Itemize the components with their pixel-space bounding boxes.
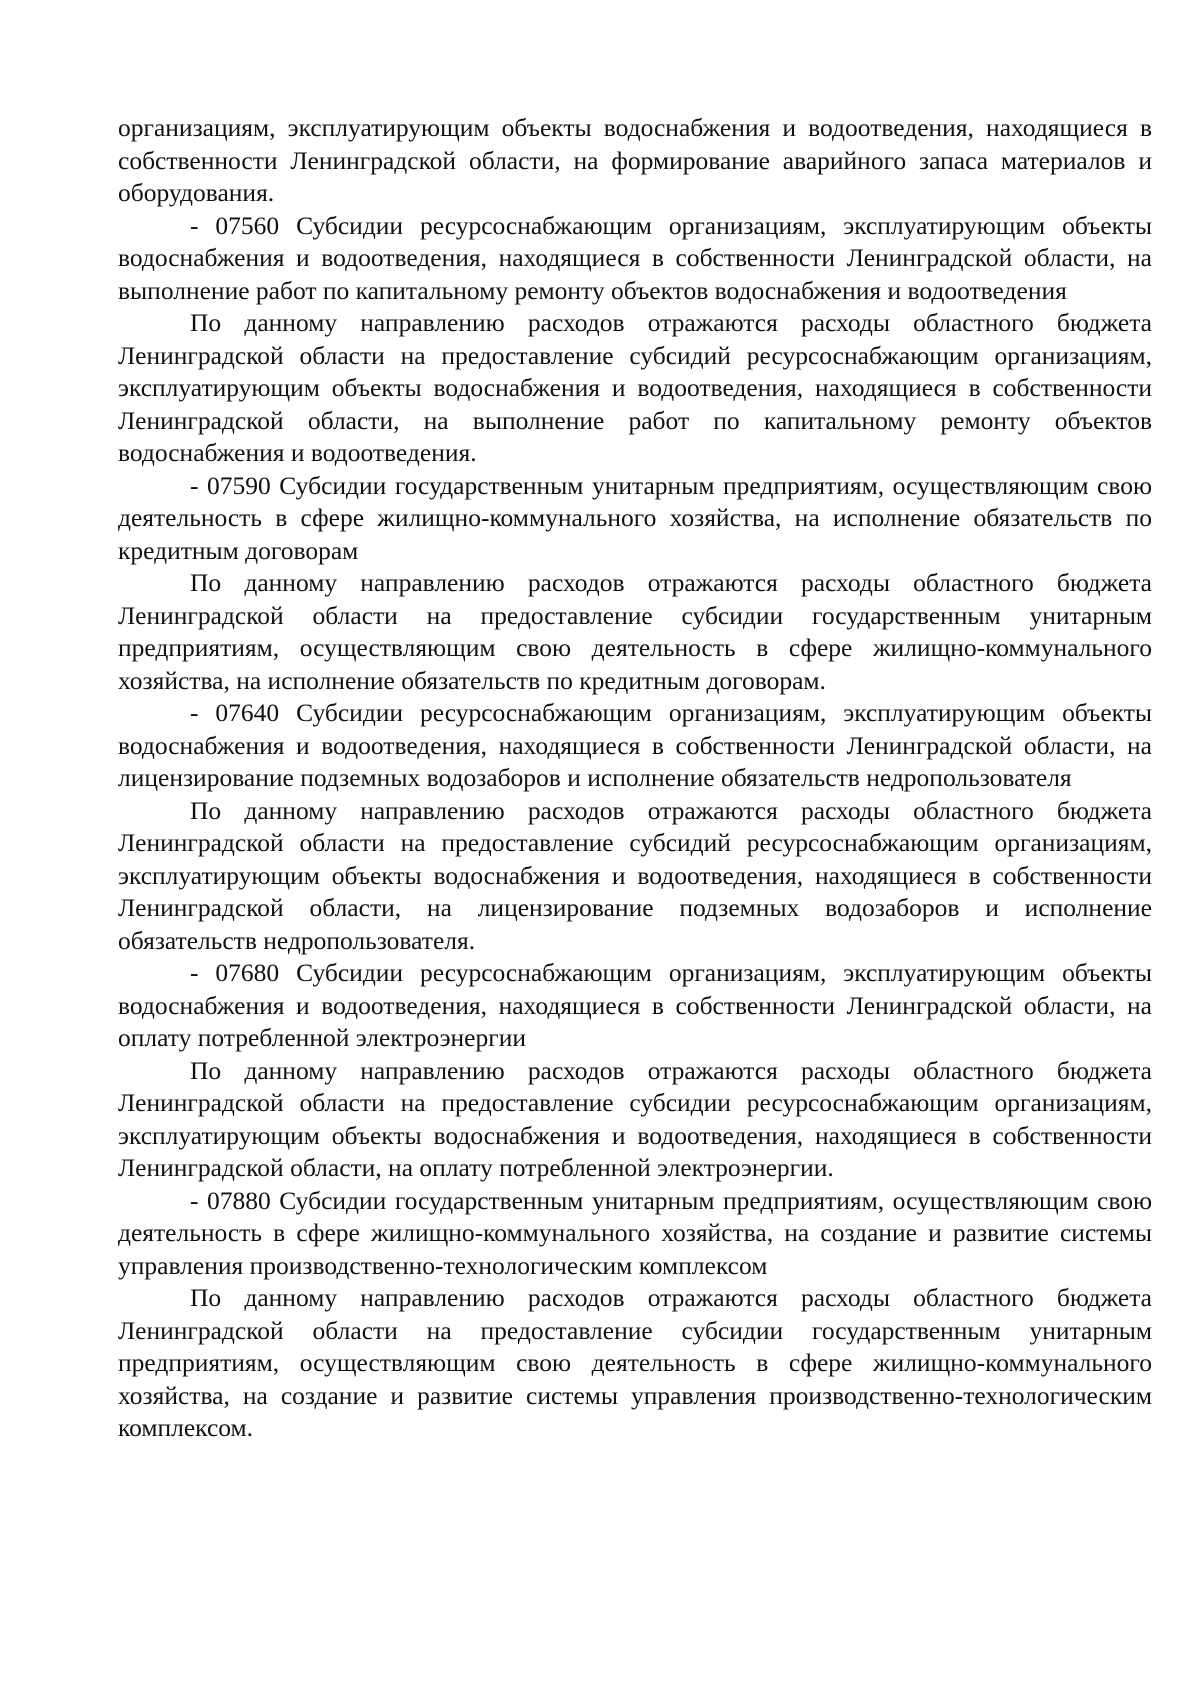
document-page	[118, 112, 1152, 1445]
paragraph-07590-description: По данному направлению расходов отражаются расходы областного бюджета Ленинградской области на предоставление субсидии государственным унитарным предприятиям, осуществляющим свою деятельность в сфере жилищно-коммунального хозяйства, на исполнение обязательств по кредитным договорам.	[118, 568, 1152, 695]
paragraph-07880-heading: - 07880 Субсидии государственным унитарным предприятиям, осуществляющим свою деятельность в сфере жилищно-коммунального хозяйства, на создание и развитие системы управления производственно-технологическим комплексом	[118, 1185, 1152, 1280]
paragraph-continuation: организациям, эксплуатирующим объекты водоснабжения и водоотведения, находящиеся в собственности Ленинградской области, на формирование аварийного запаса материалов и оборудования.	[118, 113, 1152, 207]
paragraph-07640-heading: - 07640 Субсидии ресурсоснабжающим организациям, эксплуатирующим объекты водоснабжения и водоотведения, находящиеся в собственности Ленинградской области, на лицензирование подземных водозаборов и исполнение обязательств недропользователя	[118, 698, 1152, 792]
paragraph-07560-description: По данному направлению расходов отражаются расходы областного бюджета Ленинградской области на предоставление субсидий ресурсоснабжающим организациям, эксплуатирующим объекты водоснабжения и водоотведения, находящиеся в собственности Ленинградской области, на выполнение работ по капитальному ремонту объектов водоснабжения и водоотведения.	[118, 308, 1152, 467]
paragraph-07560-heading: - 07560 Субсидии ресурсоснабжающим организациям, эксплуатирующим объекты водоснабжения и водоотведения, находящиеся в собственности Ленинградской области, на выполнение работ по капитальному ремонту объектов водоснабжения и водоотведения	[118, 210, 1152, 305]
paragraph-07590-heading: - 07590 Субсидии государственным унитарным предприятиям, осуществляющим свою деятельность в сфере жилищно-коммунального хозяйства, на исполнение обязательств по кредитным договорам	[118, 470, 1152, 565]
paragraph-07880-description: По данному направлению расходов отражаются расходы областного бюджета Ленинградской области на предоставление субсидии государственным унитарным предприятиям, осуществляющим свою деятельность в сфере жилищно-коммунального хозяйства, на создание и развитие системы управления производственно-технологическим комплексом.	[118, 1283, 1152, 1442]
paragraph-07680-description: По данному направлению расходов отражаются расходы областного бюджета Ленинградской области на предоставление субсидии ресурсоснабжающим организациям, эксплуатирующим объекты водоснабжения и водоотведения, находящиеся в собственности Ленинградской области, на оплату потребленной электроэнергии.	[118, 1055, 1152, 1182]
paragraph-07640-description: По данному направлению расходов отражаются расходы областного бюджета Ленинградской области на предоставление субсидий ресурсоснабжающим организациям, эксплуатирующим объекты водоснабжения и водоотведения, находящиеся в собственности Ленинградской области, на лицензирование подземных водозаборов и исполнение обязательств недропользователя.	[118, 795, 1152, 955]
paragraph-07680-heading: - 07680 Субсидии ресурсоснабжающим организациям, эксплуатирующим объекты водоснабжения и водоотведения, находящиеся в собственности Ленинградской области, на оплату потребленной электроэнергии	[118, 958, 1152, 1052]
